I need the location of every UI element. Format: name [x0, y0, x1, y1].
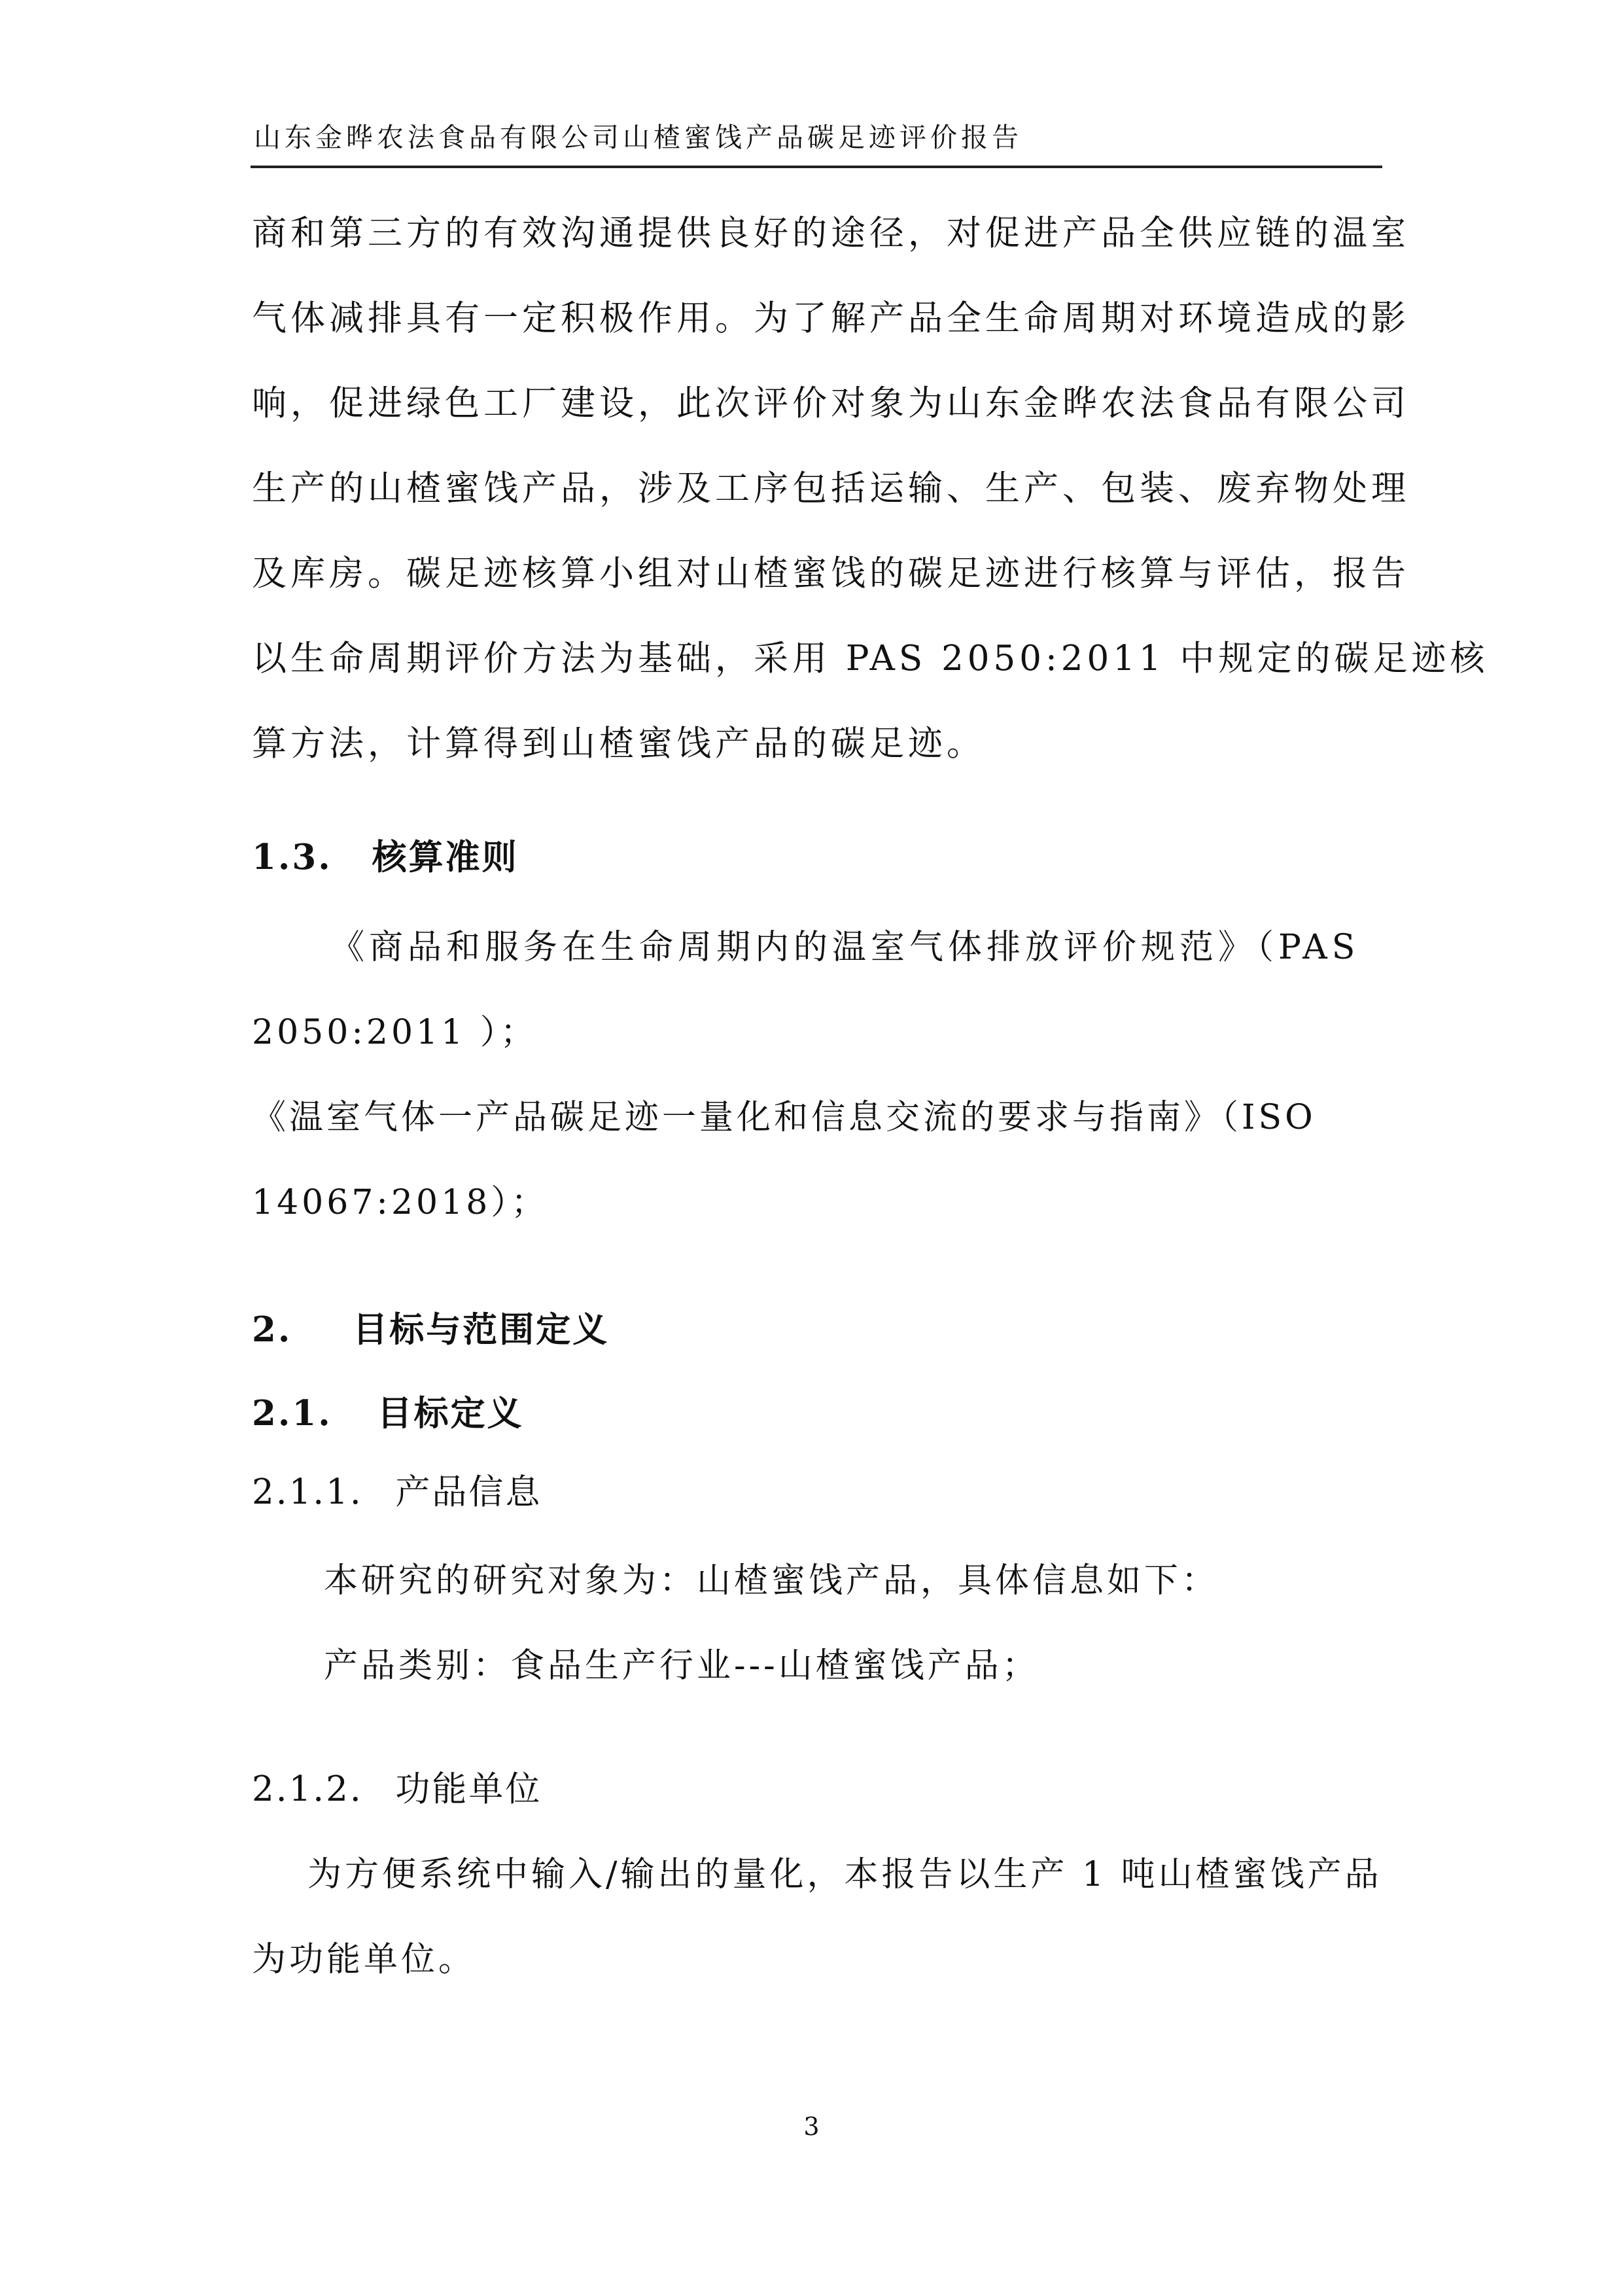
running-header: 山东金晔农法食品有限公司山楂蜜饯产品碳足迹评价报告 [254, 122, 1022, 153]
section-number: 2.1. [252, 1393, 332, 1434]
section-number: 1.3. [252, 837, 332, 877]
paragraph-line: 以生命周期评价方法为基础，采用 PAS 2050:2011 中规定的碳足迹核 [252, 639, 1489, 679]
functional-unit-line-1: 为方便系统中输入/输出的量化，本报告以生产 1 吨山楂蜜饯产品 [307, 1855, 1382, 1894]
section-title: 目标定义 [377, 1393, 524, 1434]
product-info-line-2: 产品类别：食品生产行业---山楂蜜饯产品； [324, 1646, 1039, 1686]
section-heading-1-3 [252, 830, 519, 879]
section-number: 2.1.1. [252, 1472, 363, 1512]
paragraph-line: 算方法，计算得到山楂蜜饯产品的碳足迹。 [252, 724, 985, 764]
functional-unit-line-2: 为功能单位。 [252, 1940, 476, 1979]
paragraph-line: 响，促进绿色工厂建设，此次评价对象为山东金晔农法食品有限公司 [252, 383, 1410, 423]
standard-item-2-line-2: 14067:2018）； [252, 1183, 549, 1222]
section-heading-2 [252, 1302, 609, 1352]
paragraph-line: 商和第三方的有效沟通提供良好的途径，对促进产品全供应链的温室 [252, 213, 1410, 253]
paragraph-line: 气体减排具有一定积极作用。为了解产品全生命周期对环境造成的影 [252, 298, 1410, 338]
section-heading-2-1-1 [252, 1464, 542, 1514]
section-title: 产品信息 [395, 1472, 542, 1512]
intro-paragraph [252, 191, 1489, 786]
section-heading-2-1-2 [252, 1761, 542, 1811]
paragraph-line: 及库房。碳足迹核算小组对山楂蜜饯的碳足迹进行核算与评估，报告 [252, 554, 1410, 593]
standard-item-1-line-2: 2050:2011 ）； [252, 1013, 538, 1052]
product-info-line-1: 本研究的研究对象为：山楂蜜饯产品，具体信息如下： [324, 1561, 1219, 1600]
section-heading-2-1 [252, 1386, 524, 1436]
section-number: 2. [252, 1309, 292, 1350]
header-divider [251, 166, 1382, 168]
section-title: 功能单位 [395, 1769, 542, 1809]
standard-item-2-line-1: 《温室气体一产品碳足迹一量化和信息交流的要求与指南》（ISO [252, 1098, 1316, 1137]
section-number: 2.1.2. [252, 1769, 363, 1809]
section-title: 目标与范围定义 [353, 1309, 610, 1350]
paragraph-line: 生产的山楂蜜饯产品，涉及工序包括运输、生产、包装、废弃物处理 [252, 468, 1410, 508]
standard-item-1-line-1: 《商品和服务在生命周期内的温室气体排放评价规范》（PAS [330, 928, 1360, 967]
section-title: 核算准则 [372, 837, 519, 877]
page-number: 3 [803, 2112, 820, 2141]
